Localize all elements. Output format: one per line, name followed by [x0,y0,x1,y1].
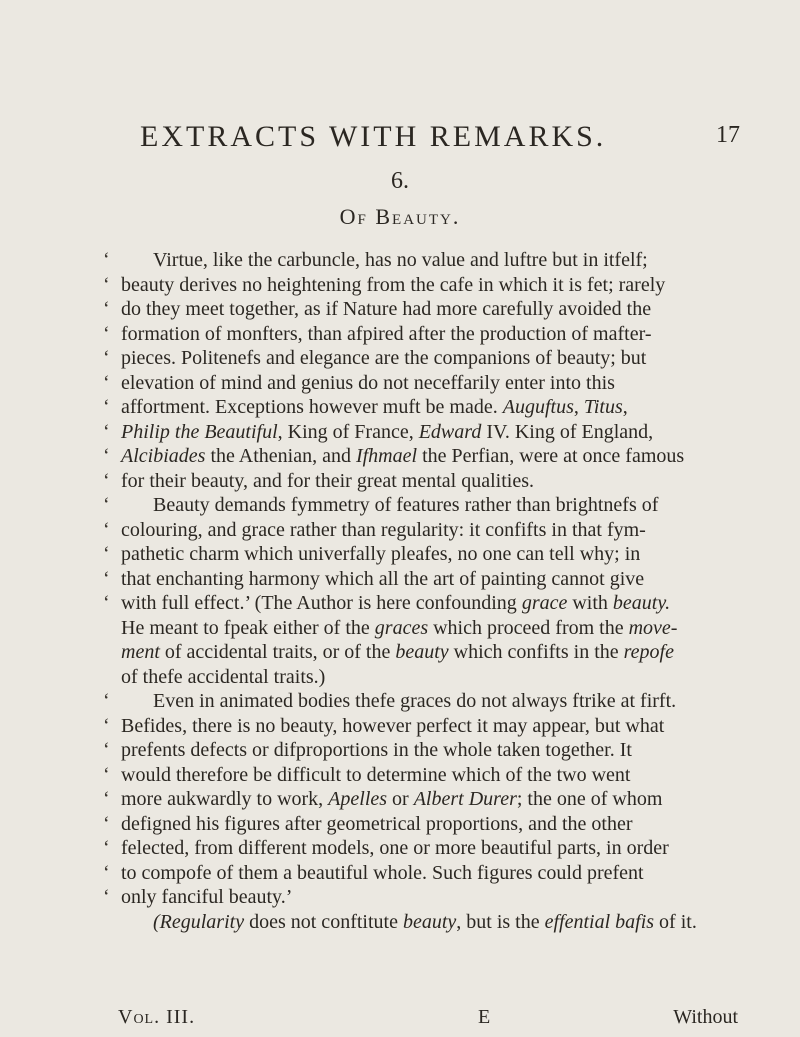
line-content [121,886,292,908]
italic-text: (Regularity [153,910,245,933]
text-run: pathetic charm which univerfally pleafes, no one can tell why; in [121,543,641,565]
text-line [103,861,743,886]
text-line [103,542,743,567]
line-content [121,764,630,786]
text-run: with full effect.’ (The Author is here confounding [121,592,522,614]
line-content [121,837,669,859]
text-run: for their beauty, and for their great mental qualities. [121,469,534,492]
text-run: or [387,788,414,810]
quote-mark: ‘ [103,494,110,516]
text-run: formation of monfters, than afpired after the production of mafter- [121,322,652,345]
quote-mark: ‘ [103,837,110,859]
text-run: felected, from different models, one or more beautiful parts, in order [121,837,669,859]
text-line [103,787,743,812]
line-content [121,372,615,394]
line-content [121,347,646,369]
text-line [103,273,743,298]
text-run: affortment. Exceptions however muft be made. [121,396,503,418]
text-run: beauty derives no heightening from the cafe in which it is fet; rarely [121,273,666,296]
text-line [103,836,743,861]
line-content [121,715,664,737]
text-run: of accidental traits, or of the [159,641,396,663]
text-run: the Perfian, were at once famous [417,445,685,467]
quote-mark: ‘ [103,396,110,418]
quote-mark: ‘ [103,371,110,394]
text-run: of it. [654,910,697,933]
running-title: EXTRACTS WITH REMARKS. [140,120,607,153]
quote-mark: ‘ [103,763,110,786]
quote-mark: ‘ [103,886,110,908]
italic-text: effential bafis [544,910,655,933]
line-content [121,568,644,590]
text-line [103,640,743,665]
italic-text: Apelles [328,788,388,810]
italic-text: Ifhmael [355,445,418,467]
line-content [121,421,653,443]
text-run: that enchanting harmony which all the art of painting cannot give [121,567,645,590]
text-line [103,812,743,837]
text-line [103,248,743,273]
line-content [121,813,633,835]
line-content [121,274,665,296]
italic-text: move- [628,616,678,639]
line-content [121,470,534,492]
quote-mark: ‘ [103,420,110,443]
italic-text: grace [521,592,568,614]
text-run: more aukwardly to work, [121,788,329,810]
text-line [103,322,743,347]
line-content [121,690,676,712]
text-line [103,371,743,396]
signature-mark: E [478,1006,491,1028]
quote-mark: ‘ [103,322,110,345]
text-line [103,591,743,616]
text-line [103,420,743,445]
text-run: Befides, there is no beauty, however perfect it may appear, but what [121,714,665,737]
text-run: does not conftitute [244,910,403,933]
quote-mark: ‘ [103,273,110,296]
italic-text: ment [121,641,160,663]
quote-mark: ‘ [103,714,110,737]
text-line [103,910,743,935]
italic-text: Philip the Beautiful [121,420,278,443]
text-run: only fanciful beauty.’ [121,886,293,908]
text-run: Even in animated bodies thefe graces do not always ftrike at firft. [153,690,677,712]
line-content [121,592,670,614]
text-line [103,518,743,543]
text-run: He meant to fpeak either of the [121,616,375,639]
italic-text: Edward [418,420,482,443]
text-run: , [573,396,584,418]
text-line [103,616,743,641]
quote-mark: ‘ [103,812,110,835]
text-run: pieces. Politenefs and elegance are the companions of beauty; but [121,347,647,369]
text-line [103,346,743,371]
text-line [103,763,743,788]
section-number: 6. [391,168,409,194]
quote-mark: ‘ [103,567,110,590]
text-run: which confifts in the [448,641,624,663]
quote-mark: ‘ [103,347,110,369]
line-content [121,739,632,761]
line-content [121,617,677,639]
line-content [121,862,644,884]
text-run: do they meet together, as if Nature had more carefully avoided the [121,298,652,320]
text-line [103,885,743,910]
text-run: would therefore be difficult to determine which of the two went [121,763,631,786]
text-line [103,493,743,518]
text-run: the Athenian, and [205,445,356,467]
italic-text: Auguftus [502,396,574,418]
text-line [103,444,743,469]
quote-mark: ‘ [103,861,110,884]
quote-mark: ‘ [103,469,110,492]
section-title: Of Beauty. [339,204,461,229]
text-run: of thefe accidental traits.) [121,665,326,688]
italic-text: beauty [402,910,457,933]
text-run: with [567,592,613,614]
catchword: Without [673,1006,738,1028]
line-content [121,298,651,320]
text-line [103,665,743,690]
line-content [121,494,658,516]
text-line [103,469,743,494]
text-run: elevation of mind and genius do not neceffarily enter into this [121,371,615,394]
quote-mark: ‘ [103,739,110,761]
text-line [103,714,743,739]
line-content [121,519,646,541]
line-content [121,641,674,663]
text-line [103,567,743,592]
text-run: to compofe of them a beautiful whole. Such figures could prefent [121,861,644,884]
line-content [121,666,325,688]
text-line [103,297,743,322]
text-run: prefents defects or difproportions in the whole taken together. It [121,739,632,761]
text-run: , [622,396,628,418]
italic-text: repofe [623,641,674,663]
italic-text: beauty [395,641,449,663]
italic-text: beauty. [612,592,671,614]
text-line [103,689,743,714]
line-content [121,788,662,810]
quote-mark: ‘ [103,543,110,565]
body-text [103,248,743,934]
volume-label: Vol. III. [118,1006,196,1028]
text-run: Beauty demands fymmetry of features rather than brightnefs of [153,494,659,516]
quote-mark: ‘ [103,592,110,614]
line-content [121,249,648,271]
line-content [121,445,684,467]
line-content [121,323,652,345]
text-run: defigned his figures after geometrical proportions, and the other [121,812,633,835]
text-run: , but is the [456,910,545,933]
text-line [103,738,743,763]
quote-mark: ‘ [103,298,110,320]
quote-mark: ‘ [103,788,110,810]
italic-text: graces [374,616,429,639]
quote-mark: ‘ [103,518,110,541]
italic-text: Albert Durer [413,788,517,810]
text-run: , King of France, [277,420,419,443]
text-line [103,395,743,420]
quote-mark: ‘ [103,690,110,712]
quote-mark: ‘ [103,249,110,271]
line-content [121,543,640,565]
text-run: Virtue, like the carbuncle, has no value and luftre but in itfelf; [153,249,648,271]
line-content [121,396,628,418]
text-run: IV. King of England, [481,420,654,443]
line-content [121,911,697,933]
italic-text: Alcibiades [121,445,206,467]
text-run: ; the one of whom [516,788,663,810]
quote-mark: ‘ [103,445,110,467]
page-number: 17 [716,122,740,148]
italic-text: Titus [583,396,623,418]
text-run: which proceed from the [428,616,629,639]
text-run: colouring, and grace rather than regularity: it confifts in that fym- [121,518,646,541]
